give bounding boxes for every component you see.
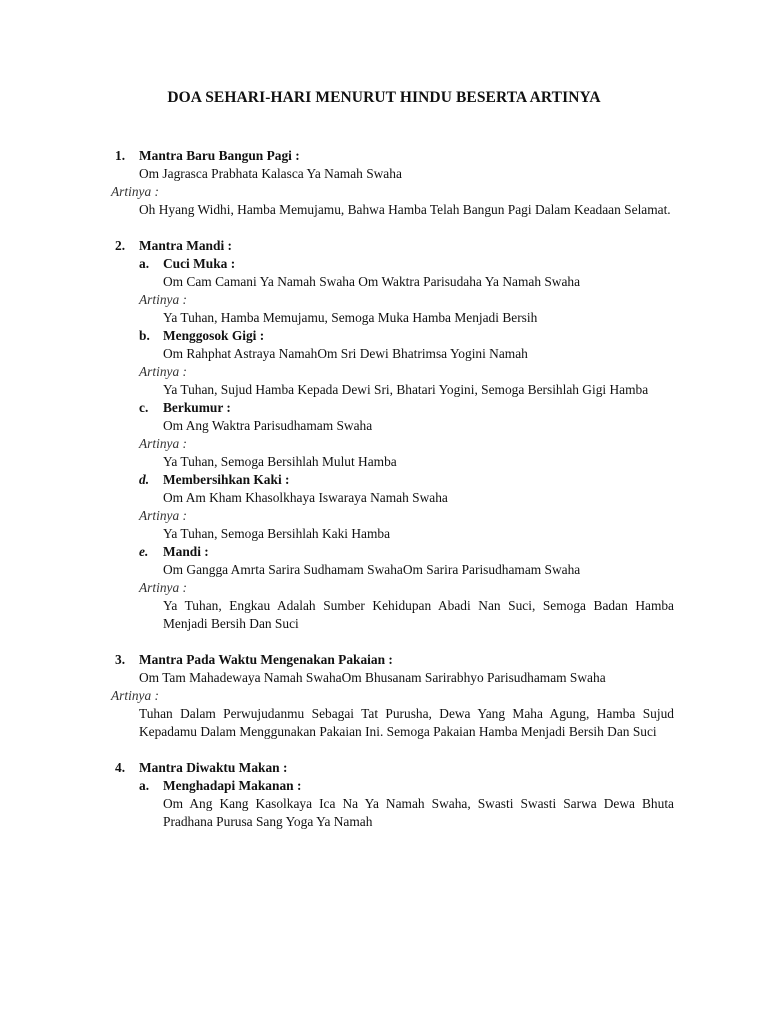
mantra-text: Om Tam Mahadewaya Namah SwahaOm Bhusanam Sarirabhyo Parisudhamam Swaha <box>139 670 606 685</box>
subsection-letter: b. <box>139 328 150 343</box>
meaning-text: Ya Tuhan, Sujud Hamba Kepada Dewi Sri, Bhatari Yogini, Semoga Bersihlah Gigi Hamba <box>163 382 649 397</box>
mantra-text: Om Ang Kang Kasolkaya Ica Na Ya Namah Swaha, Swasti Swasti Sarwa Dewa Bhuta Pradhana Purusa Sang Yoga Ya Namah <box>163 796 674 829</box>
subsection-heading: Mandi : <box>163 544 209 559</box>
section-heading: Mantra Pada Waktu Mengenakan Pakaian : <box>139 652 393 667</box>
section-number: 2. <box>115 238 126 253</box>
meaning-text: Tuhan Dalam Perwujudanmu Sebagai Tat Purusha, Dewa Yang Maha Agung, Hamba Sujud Kepadamu Dalam Menggunakan Pakaian Ini. Semoga Pakaian Hamba Menjadi Bersih Dan Suci <box>139 706 674 739</box>
subsection-letter: c. <box>139 400 149 415</box>
meaning-text: Ya Tuhan, Hamba Memujamu, Semoga Muka Hamba Menjadi Bersih <box>163 310 538 325</box>
section-heading: Mantra Diwaktu Makan : <box>139 760 288 775</box>
meaning-text: Ya Tuhan, Engkau Adalah Sumber Kehidupan Abadi Nan Suci, Semoga Badan Hamba Menjadi Bersih Dan Suci <box>163 598 674 631</box>
section-heading: Mantra Baru Bangun Pagi : <box>139 148 300 163</box>
artinya-label: Artinya : <box>139 436 187 451</box>
subsection-heading: Berkumur : <box>163 400 231 415</box>
section-heading: Mantra Mandi : <box>139 238 232 253</box>
artinya-label: Artinya : <box>139 364 187 379</box>
subsection-menghadapi-makanan <box>0 777 768 831</box>
subsection-letter: d. <box>139 472 150 487</box>
subsection-membersihkan-kaki <box>0 471 768 543</box>
artinya-label: Artinya : <box>139 292 187 307</box>
section-mantra-pakaian <box>0 651 768 741</box>
meaning-text: Oh Hyang Widhi, Hamba Memujamu, Bahwa Hamba Telah Bangun Pagi Dalam Keadaan Selamat. <box>139 202 671 217</box>
subsection-letter: a. <box>139 778 150 793</box>
meaning-text: Ya Tuhan, Semoga Bersihlah Mulut Hamba <box>163 454 397 469</box>
subsection-letter: a. <box>139 256 150 271</box>
subsection-heading: Cuci Muka : <box>163 256 236 271</box>
artinya-label: Artinya : <box>139 508 187 523</box>
subsection-heading: Menggosok Gigi : <box>163 328 265 343</box>
subsection-heading: Membersihkan Kaki : <box>163 472 290 487</box>
section-mantra-mandi <box>0 237 768 633</box>
subsection-berkumur <box>0 399 768 471</box>
mantra-text: Om Cam Camani Ya Namah Swaha Om Waktra Parisudaha Ya Namah Swaha <box>163 274 581 289</box>
artinya-label: Artinya : <box>111 688 159 703</box>
subsection-heading: Menghadapi Makanan : <box>163 778 302 793</box>
mantra-text: Om Jagrasca Prabhata Kalasca Ya Namah Swaha <box>139 166 402 181</box>
section-number: 4. <box>115 760 126 775</box>
section-number: 3. <box>115 652 126 667</box>
mantra-text: Om Gangga Amrta Sarira Sudhamam SwahaOm Sarira Parisudhamam Swaha <box>163 562 581 577</box>
section-mantra-makan <box>0 759 768 831</box>
mantra-text: Om Am Kham Khasolkhaya Iswaraya Namah Swaha <box>163 490 448 505</box>
artinya-label: Artinya : <box>111 184 159 199</box>
mantra-text: Om Rahphat Astraya NamahOm Sri Dewi Bhatrimsa Yogini Namah <box>163 346 528 361</box>
section-number: 1. <box>115 148 126 163</box>
mantra-text: Om Ang Waktra Parisudhamam Swaha <box>163 418 373 433</box>
meaning-text: Ya Tuhan, Semoga Bersihlah Kaki Hamba <box>163 526 391 541</box>
subsection-mandi <box>0 543 768 633</box>
subsection-menggosok-gigi <box>0 327 768 399</box>
subsection-cuci-muka <box>0 255 768 327</box>
artinya-label: Artinya : <box>139 580 187 595</box>
document-title: DOA SEHARI-HARI MENURUT HINDU BESERTA ARTINYA <box>167 89 601 106</box>
section-mantra-bangun-pagi <box>0 147 768 219</box>
document-body <box>0 147 768 831</box>
subsection-letter: e. <box>139 544 149 559</box>
